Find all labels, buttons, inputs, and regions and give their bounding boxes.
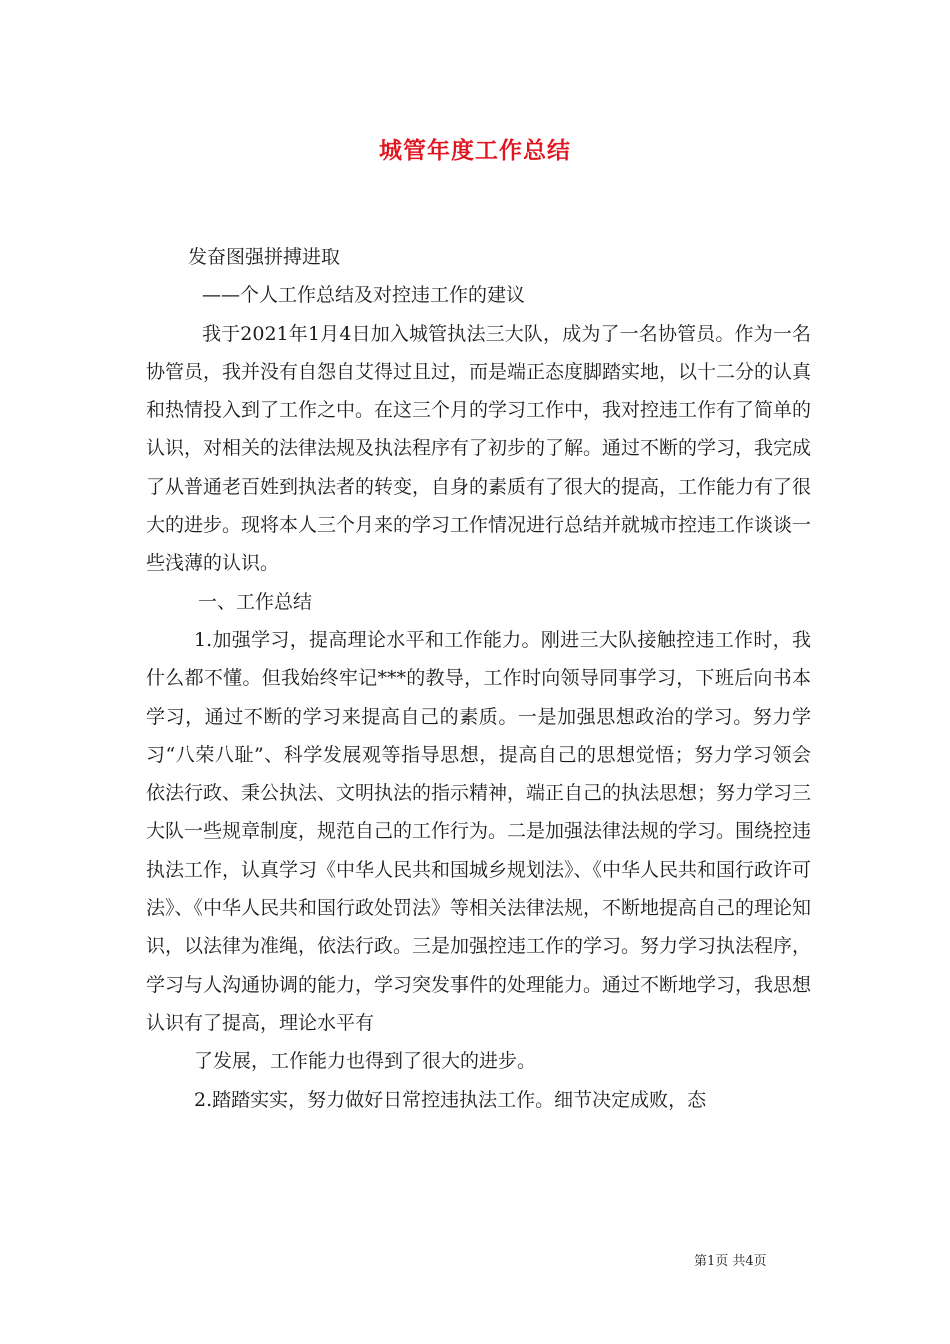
document-title: 城管年度工作总结	[379, 137, 571, 164]
document-body	[146, 238, 811, 1119]
document-subtitle: ——个人工作总结及对控违工作的建议	[202, 284, 526, 307]
page-number: 第1页 共4页	[694, 1254, 767, 1269]
section-heading-work-summary: 一、工作总结	[198, 590, 313, 613]
intro-paragraph: 我于2021年1月4日加入城管执法三大队，成为了一名协管员。作为一名协管员，我并没有自怨自艾得过且过，而是端正态度脚踏实地，以十二分的认真和热情投入到了工作之中。在这三个月的学习工作中，我对控违工作有了简单的认识，对相关的法律法规及执法程序有了初步的了解。通过不断的学习，我完成了从普通老百姓到执法者的转变，自身的素质有了很大的提高，工作能力有了很大的进步。现将本人三个月来的学习工作情况进行总结并就城市控违工作谈谈一些浅薄的认识。	[146, 322, 812, 575]
document-heading: 发奋图强拼搏进取	[188, 246, 341, 268]
paragraph-study-continued: 了发展，工作能力也得到了很大的进步。	[194, 1050, 537, 1073]
paragraph-study: 1.加强学习，提高理论水平和工作能力。刚进三大队接触控违工作时，我什么都不懂。但我始终牢记***的教导，工作时向领导同事学习，下班后向书本学习，通过不断的学习来提高自己的素质。一是加强思想政治的学习。努力学习“八荣八耻”、科学发展观等指导思想，提高自己的思想觉悟；努力学习领会依法行政、秉公执法、文明执法的指示精神，端正自己的执法思想；努力学习三大队一些规章制度，规范自己的工作行为。二是加强法律法规的学习。围绕控违执法工作，认真学习《中华人民共和国城乡规划法》、《中华人民共和国行政许可法》、《中华人民共和国行政处罚法》等相关法律法规，不断地提高自己的理论知识，以法律为准绳，依法行政。三是加强控违工作的学习。努力学习执法程序，学习与人沟通协调的能力，学习突发事件的处理能力。通过不断地学习，我思想认识有了提高，理论水平有	[146, 628, 812, 1034]
paragraph-daily-work: 2.踏踏实实，努力做好日常控违执法工作。细节决定成败，态	[194, 1088, 707, 1111]
